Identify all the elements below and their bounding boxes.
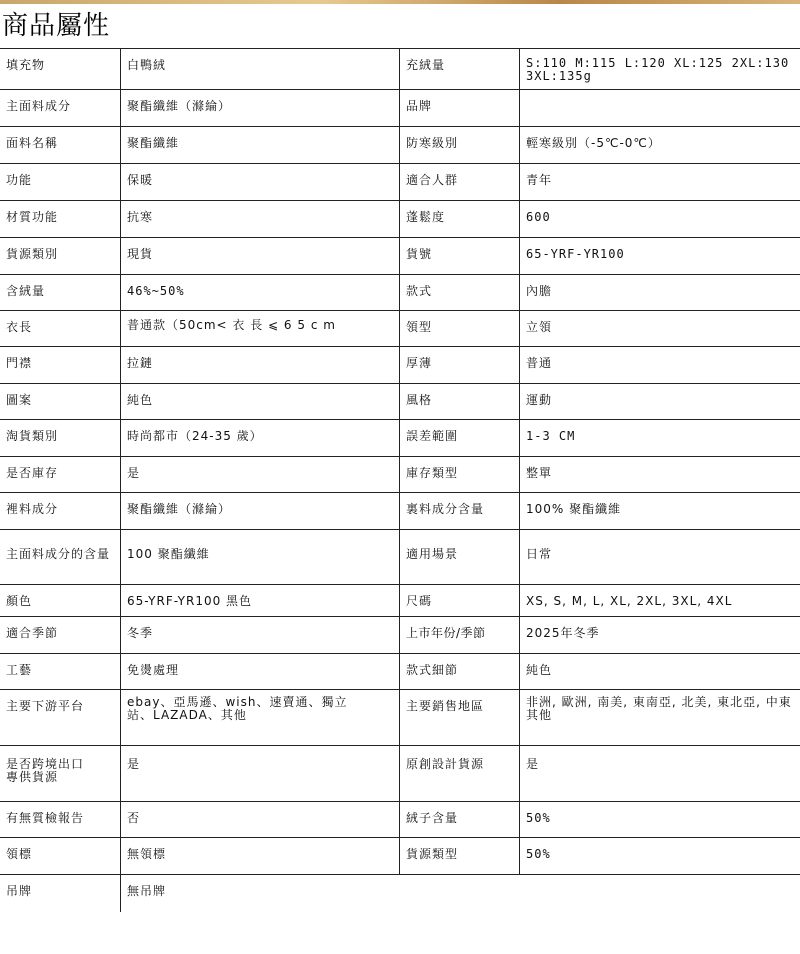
attribute-value: 輕寒級別（-5℃-0℃） (520, 127, 800, 164)
attribute-value (520, 90, 800, 127)
attribute-name: 是否跨境出口 專供貨源 (0, 746, 121, 802)
attribute-name: 適合季節 (0, 617, 121, 654)
attribute-name: 庫存類型 (400, 457, 520, 493)
attribute-value: 立領 (520, 311, 800, 347)
attribute-value: 現貨 (121, 238, 400, 275)
attribute-name: 圖案 (0, 384, 121, 420)
attribute-name: 面料名稱 (0, 127, 121, 164)
table-row (0, 530, 800, 585)
attribute-name: 填充物 (0, 49, 121, 90)
attribute-name: 上市年份/季節 (400, 617, 520, 654)
table-row (0, 585, 800, 617)
section-title: 商品屬性 (2, 11, 111, 41)
table-row (0, 275, 800, 311)
attribute-value: 時尚都市（24-35 歲） (121, 420, 400, 457)
attribute-name: 貨源類別 (0, 238, 121, 275)
attribute-value: 是 (121, 457, 400, 493)
table-row (0, 347, 800, 384)
attribute-name: 功能 (0, 164, 121, 201)
attribute-name: 裡料成分 (0, 493, 121, 530)
attribute-name: 適合人群 (400, 164, 520, 201)
attribute-name: 誤差範圍 (400, 420, 520, 457)
table-row (0, 690, 800, 746)
attribute-value: 否 (121, 802, 400, 838)
attribute-name: 衣長 (0, 311, 121, 347)
attribute-value: 聚酯纖維（滌綸） (121, 493, 400, 530)
attribute-value: S:110 M:115 L:120 XL:125 2XL:130 3XL:135g (520, 49, 800, 90)
table-row (0, 164, 800, 201)
attribute-value: 白鴨絨 (121, 49, 400, 90)
attribute-value: 是 (121, 746, 400, 802)
table-row (0, 457, 800, 493)
attribute-name: 主要下游平台 (0, 690, 121, 746)
attribute-name: 顏色 (0, 585, 121, 617)
table-row (0, 238, 800, 275)
table-row (0, 90, 800, 127)
attribute-value: ebay、亞馬遜、wish、速賣通、獨立 站、LAZADA、其他 (121, 690, 400, 746)
table-row (0, 654, 800, 690)
attribute-value: 抗寒 (121, 201, 400, 238)
attribute-value: 普通 (520, 347, 800, 384)
attribute-name: 主面料成分 (0, 90, 121, 127)
attribute-value: 冬季 (121, 617, 400, 654)
attribute-name: 款式細節 (400, 654, 520, 690)
attribute-name: 吊牌 (0, 875, 121, 912)
attribute-name: 材質功能 (0, 201, 121, 238)
attribute-value: 整單 (520, 457, 800, 493)
attribute-value: 2025年冬季 (520, 617, 800, 654)
attribute-value: 運動 (520, 384, 800, 420)
attribute-value: 聚酯纖維（滌綸） (121, 90, 400, 127)
attribute-value: 免燙處理 (121, 654, 400, 690)
table-row (0, 49, 800, 90)
attribute-value: 100% 聚酯纖維 (520, 493, 800, 530)
table-row (0, 493, 800, 530)
attribute-value: 65-YRF-YR100 (520, 238, 800, 275)
attribute-value: 無吊牌 (121, 875, 800, 912)
table-row (0, 802, 800, 838)
attribute-value: 50% (520, 838, 800, 875)
attribute-value: 保暖 (121, 164, 400, 201)
attribute-name: 淘貨類別 (0, 420, 121, 457)
attribute-name: 蓬鬆度 (400, 201, 520, 238)
attribute-name: 主要銷售地區 (400, 690, 520, 746)
attribute-name: 尺碼 (400, 585, 520, 617)
attribute-name: 品牌 (400, 90, 520, 127)
table-row (0, 838, 800, 875)
attribute-value: 無領標 (121, 838, 400, 875)
attribute-value: 非洲, 歐洲, 南美, 東南亞, 北美, 東北亞, 中東 其他 (520, 690, 800, 746)
attribute-name: 充絨量 (400, 49, 520, 90)
table-row (0, 384, 800, 420)
attribute-name: 貨號 (400, 238, 520, 275)
attribute-value: 46%~50% (121, 275, 400, 311)
attribute-value: 拉鏈 (121, 347, 400, 384)
table-row (0, 201, 800, 238)
attribute-name: 工藝 (0, 654, 121, 690)
attribute-value: 日常 (520, 530, 800, 585)
attribute-value: 內膽 (520, 275, 800, 311)
table-row (0, 746, 800, 802)
table-row (0, 617, 800, 654)
attribute-value: 100 聚酯纖維 (121, 530, 400, 585)
attribute-value: 純色 (121, 384, 400, 420)
attribute-value: 50% (520, 802, 800, 838)
attribute-name: 含絨量 (0, 275, 121, 311)
attribute-name: 防寒級別 (400, 127, 520, 164)
attribute-value: 普通款（50cm< 衣 長 ⩽ 6 5 c m (121, 311, 400, 347)
attribute-value: XS, S, M, L, XL, 2XL, 3XL, 4XL (520, 585, 800, 617)
attributes-table (0, 48, 800, 912)
attribute-name: 有無質檢報告 (0, 802, 121, 838)
attribute-value: 600 (520, 201, 800, 238)
attribute-name: 主面料成分的含量 (0, 530, 121, 585)
attribute-value: 1-3 CM (520, 420, 800, 457)
attribute-name: 貨源類型 (400, 838, 520, 875)
attribute-name: 款式 (400, 275, 520, 311)
attribute-name: 領標 (0, 838, 121, 875)
attribute-value: 純色 (520, 654, 800, 690)
table-row (0, 127, 800, 164)
attribute-name: 領型 (400, 311, 520, 347)
attribute-name: 厚薄 (400, 347, 520, 384)
attribute-name: 裏料成分含量 (400, 493, 520, 530)
attribute-name: 風格 (400, 384, 520, 420)
attribute-name: 門襟 (0, 347, 121, 384)
table-row (0, 420, 800, 457)
attribute-name: 原創設計貨源 (400, 746, 520, 802)
section-header (0, 4, 800, 48)
attribute-value: 是 (520, 746, 800, 802)
attribute-value: 65-YRF-YR100 黑色 (121, 585, 400, 617)
attribute-name: 適用場景 (400, 530, 520, 585)
table-row (0, 311, 800, 347)
attribute-name: 是否庫存 (0, 457, 121, 493)
table-row (0, 875, 800, 912)
attribute-name: 絨子含量 (400, 802, 520, 838)
attribute-value: 青年 (520, 164, 800, 201)
attribute-value: 聚酯纖維 (121, 127, 400, 164)
